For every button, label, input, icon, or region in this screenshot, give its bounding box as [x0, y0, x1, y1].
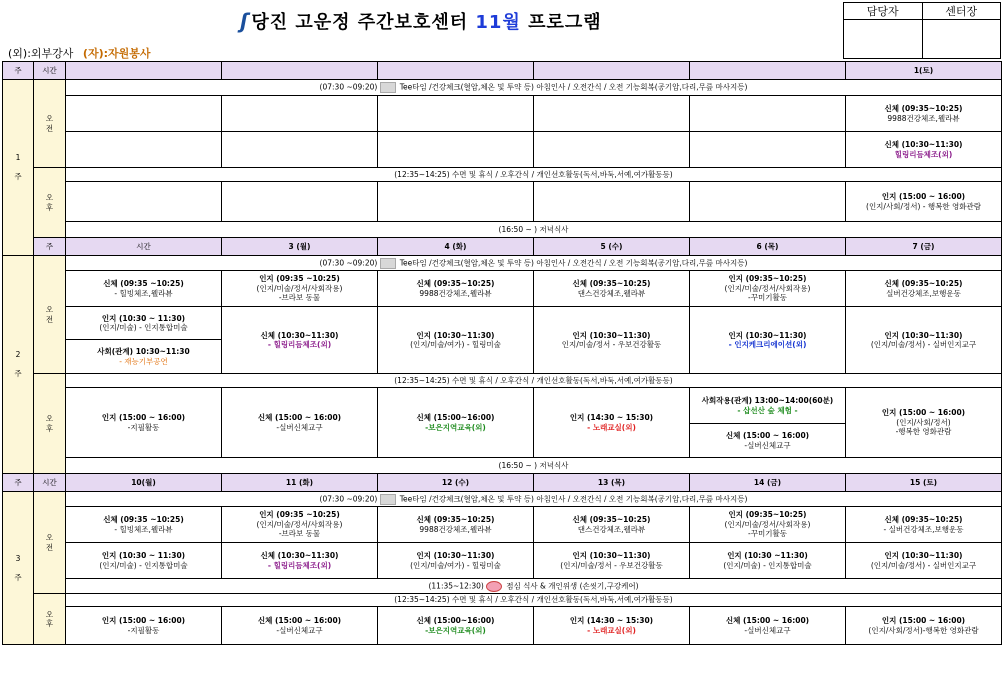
program-cell	[66, 96, 222, 132]
program-time: 신체 (09:35 ~10:25)	[103, 279, 184, 289]
approval-director-sign	[922, 20, 1001, 59]
program-time: 신체 (09:35~10:25)	[416, 515, 495, 525]
program-detail: (인지/미술) - 인지통합미술	[99, 323, 188, 332]
common-activity-row	[66, 594, 1002, 607]
program-time: 인지 (09:35~10:25)	[728, 510, 807, 520]
day-header: 4 (화)	[378, 238, 534, 256]
approval-manager-sign	[844, 20, 923, 59]
program-time: 신체 (10:30~11:30)	[884, 140, 963, 150]
week-header: 주	[3, 474, 34, 492]
program-detail: (인지/사회/정서)	[896, 417, 951, 427]
program-detail: 댄스건강체조,웰라뷰	[577, 288, 646, 298]
common-activity-text: (12:35~14:25) 수면 및 휴식 / 오후간식 / 개인선호활동(독서,바둑,서예,여가활동등)	[394, 375, 673, 385]
program-detail: (인지/미술/정서) - 실버인지교구	[870, 560, 977, 570]
week-label: 2 주	[3, 256, 34, 474]
program-detail: -보은지역교육(외)	[425, 422, 486, 432]
program-time: 신체 (09:35~10:25)	[884, 104, 963, 114]
common-activity-text: (12:35~14:25) 수면 및 휴식 / 오후간식 / 개인선호활동(독서,바둑,서예,여가활동등)	[394, 595, 673, 605]
program-cell	[222, 271, 378, 307]
day-header: 7 (금)	[846, 238, 1002, 256]
program-cell	[534, 507, 690, 543]
program-time: 인지 (09:35 ~10:25)	[259, 510, 340, 520]
time-header: 시간	[66, 238, 222, 256]
program-cell	[534, 96, 690, 132]
time-header: 시간	[34, 62, 66, 80]
program-detail: - 노래교실(외)	[587, 625, 636, 635]
tea-icon	[380, 82, 396, 93]
program-cell	[66, 507, 222, 543]
program-cell	[690, 307, 846, 374]
program-cell	[690, 424, 846, 458]
program-time: 인지 (10:30~11:30)	[572, 551, 651, 561]
program-detail: (인지/미술/정서/사회작용)	[256, 519, 343, 529]
common-activity-row	[66, 374, 1002, 388]
program-cell	[222, 388, 378, 458]
day-header	[690, 62, 846, 80]
approval-box	[843, 2, 1001, 59]
program-detail: (인지/미술/정서 - 우보건강활동	[560, 560, 663, 570]
week-label: 1 주	[3, 80, 34, 256]
program-cell	[846, 543, 1002, 579]
program-time: 인지 (10:30~11:30)	[728, 330, 807, 340]
approval-manager: 담당자	[844, 3, 923, 20]
pm-label: 오 후	[34, 374, 66, 474]
program-cell	[534, 543, 690, 579]
day-header: 5 (수)	[534, 238, 690, 256]
am-label: 오 전	[34, 80, 66, 168]
program-detail: - 삽선산 숲 체험 -	[737, 405, 798, 415]
program-detail: - 인지케크리에이션(외)	[728, 340, 807, 349]
program-cell	[534, 132, 690, 168]
tea-icon	[380, 258, 396, 269]
program-cell	[378, 96, 534, 132]
program-cell	[534, 388, 690, 458]
day-header	[378, 62, 534, 80]
program-cell	[378, 132, 534, 168]
pm-label: 오 후	[34, 594, 66, 645]
program-detail: - 힐빙체조,웰라뷰	[114, 288, 173, 298]
common-activity-row: (07:30 ~09:20) Tee타임 /건강체크(혈압,체온 및 투약 등) 아침인사 / 오전간식 / 오전 기능회복(공기압,다리,무릎 마사지등)	[66, 256, 1002, 271]
program-time: 사회(관계) 10:30~11:30	[97, 347, 190, 357]
week-header: 주	[3, 62, 34, 80]
program-cell	[690, 132, 846, 168]
program-time: 인지 (09:35 ~10:25)	[259, 274, 340, 284]
day-header: 15 (토)	[846, 474, 1002, 492]
program-detail: 9988건강체조,웰라뷰	[887, 113, 960, 123]
common-activity-row	[66, 168, 1002, 182]
program-cell	[690, 271, 846, 307]
program-detail: 인지/미술/정서 - 우보건강활동	[561, 340, 662, 349]
am-label: 오 전	[34, 256, 66, 374]
program-detail: 실버건강체조,보행운동	[886, 288, 961, 298]
program-cell	[66, 543, 222, 579]
program-cell	[66, 307, 222, 340]
program-detail: 힐링리듬체조(외)	[894, 149, 953, 159]
day-header: 11 (화)	[222, 474, 378, 492]
program-cell	[66, 340, 222, 374]
program-cell	[222, 307, 378, 374]
program-detail: -지필활동	[127, 422, 160, 432]
program-time: 신체 (09:35~10:25)	[884, 279, 963, 289]
program-detail: (인지/미술/여가) - 힐링미술	[410, 340, 501, 349]
program-time: 신체 (09:35~10:25)	[572, 515, 651, 525]
meal-icon	[486, 581, 502, 592]
program-time: 인지 (10:30~11:30)	[416, 551, 495, 561]
program-cell	[534, 607, 690, 645]
program-time: 신체 (15:00~16:00)	[416, 413, 495, 423]
common-activity-row	[66, 458, 1002, 474]
day-header: 3 (월)	[222, 238, 378, 256]
program-time: 신체 (15:00 ~ 16:00)	[725, 431, 810, 441]
program-cell	[378, 182, 534, 222]
day-header: 6 (목)	[690, 238, 846, 256]
program-detail: -실버신체교구	[744, 625, 791, 635]
common-activity-row: (11:35~12:30) 점심 식사 & 개인위생 (손씻기,구강케어)	[66, 579, 1002, 594]
day-header: 12 (수)	[378, 474, 534, 492]
am-label: 오 전	[34, 492, 66, 594]
program-time: 인지 (15:00 ~ 16:00)	[101, 413, 186, 423]
program-detail: - 힐빙체조,웰라뷰	[114, 524, 173, 534]
program-detail: -실버신체교구	[276, 625, 323, 635]
pm-label: 오 후	[34, 168, 66, 238]
program-detail: -브라보 동물	[278, 293, 321, 303]
program-detail: 댄스건강체조,웰라뷰	[577, 524, 646, 534]
program-detail: 9988건강체조,웰라뷰	[419, 524, 492, 534]
day-header	[222, 62, 378, 80]
week-label: 3 주	[3, 492, 34, 645]
day-header: 1(토)	[846, 62, 1002, 80]
legend	[8, 45, 151, 61]
program-detail: (인지/미술/정서/사회작용)	[724, 519, 811, 529]
time-header: 시간	[34, 474, 66, 492]
program-cell	[66, 132, 222, 168]
program-time: 인지 (15:00 ~ 16:00)	[881, 192, 966, 202]
program-time: 신체 (09:35~10:25)	[416, 279, 495, 289]
program-cell	[534, 271, 690, 307]
program-detail: -보은지역교육(외)	[425, 625, 486, 635]
program-time: 인지 (14:30 ~ 15:30)	[569, 413, 654, 423]
program-time: 인지 (09:35~10:25)	[728, 274, 807, 284]
program-cell	[846, 132, 1002, 168]
program-cell	[378, 607, 534, 645]
program-time: 인지 (10:30 ~ 11:30)	[101, 551, 186, 561]
program-detail: -지필활동	[127, 625, 160, 635]
program-cell	[534, 307, 690, 374]
day-header: 14 (금)	[690, 474, 846, 492]
program-time: 신체 (10:30~11:30)	[260, 330, 339, 340]
program-detail: -꾸미기활동	[748, 293, 787, 303]
common-activity-row: (07:30 ~09:20) Tee타임 /건강체크(혈압,체온 및 투약 등) 아침인사 / 오전간식 / 오전 기능회복(공기압,다리,무릎 마사지등)	[66, 492, 1002, 507]
common-activity-row: (07:30 ~09:20) Tee타임 /건강체크(혈압,체온 및 투약 등) 아침인사 / 오전간식 / 오전 기능회복(공기압,다리,무릎 마사지등)	[66, 80, 1002, 96]
program-cell	[66, 271, 222, 307]
program-time: 인지 (15:00 ~ 16:00)	[881, 616, 966, 626]
program-detail: -실버신체교구	[744, 440, 791, 450]
page-title: ʃ 당진 고운정 주간보호센터 11월 프로그램	[240, 9, 602, 33]
program-time: 신체 (09:35 ~10:25)	[103, 515, 184, 525]
program-cell	[690, 96, 846, 132]
program-cell	[66, 182, 222, 222]
program-time: 인지 (10:30~11:30)	[572, 330, 651, 340]
program-time: 신체 (15:00 ~ 16:00)	[257, 413, 342, 423]
program-cell	[690, 507, 846, 543]
day-header: 13 (목)	[534, 474, 690, 492]
program-detail: (인지/미술) - 인지통합미술	[723, 560, 812, 570]
program-cell	[690, 607, 846, 645]
program-detail: (인지/미술/정서/사회작용)	[724, 283, 811, 293]
common-activity-text: (16:50 ~ ) 저녁식사	[498, 460, 569, 470]
program-time: 신체 (15:00 ~ 16:00)	[257, 616, 342, 626]
program-cell	[846, 607, 1002, 645]
approval-director: 센터장	[922, 3, 1001, 20]
program-detail: - 노래교실(외)	[587, 422, 636, 432]
program-detail: -브라보 동물	[278, 529, 321, 539]
day-header	[66, 62, 222, 80]
program-time: 신체 (10:30~11:30)	[260, 551, 339, 561]
program-detail: (인지/사회/정서) - 행복한 영화관람	[866, 201, 981, 211]
legend-volunteer: (자):자원봉사	[82, 47, 151, 60]
program-detail: (인지/미술/여가) - 힐링미술	[410, 560, 501, 570]
program-detail: - 힐링리듬체조(외)	[267, 560, 332, 570]
program-detail: (인지/미술/정서) - 실버인지교구	[870, 340, 977, 349]
program-detail: (인지/미술) - 인지통합미술	[99, 560, 188, 570]
program-cell	[378, 271, 534, 307]
program-cell	[378, 388, 534, 458]
program-cell	[690, 182, 846, 222]
program-cell	[222, 507, 378, 543]
program-detail: (인지/미술/정서/사회작용)	[256, 283, 343, 293]
program-time: 인지 (10:30 ~ 11:30)	[101, 313, 186, 323]
program-time: 인지 (10:30~11:30)	[416, 330, 495, 340]
program-time: 신체 (15:00 ~ 16:00)	[725, 616, 810, 626]
program-cell	[846, 307, 1002, 374]
program-time: 인지 (15:00 ~ 16:00)	[881, 408, 966, 418]
program-time: 신체 (09:35~10:25)	[572, 279, 651, 289]
program-cell	[66, 388, 222, 458]
program-cell	[690, 543, 846, 579]
program-cell	[222, 132, 378, 168]
day-header	[534, 62, 690, 80]
program-detail: -꾸미기활동	[748, 529, 787, 539]
program-time: 인지 (15:00 ~ 16:00)	[101, 616, 186, 626]
program-cell	[222, 182, 378, 222]
program-time: 인지 (10:30~11:30)	[884, 330, 963, 340]
program-detail: 9988건강체조,웰라뷰	[419, 288, 492, 298]
program-time: 신체 (15:00~16:00)	[416, 616, 495, 626]
week-header: 주	[34, 238, 66, 256]
program-time: 인지 (10:30~11:30)	[884, 551, 963, 561]
legend-outside: (외):외부강사	[8, 47, 74, 60]
common-activity-text: (16:50 ~ ) 저녁식사	[498, 224, 569, 234]
logo-icon: ʃ	[240, 9, 250, 33]
program-detail: -행복한 영화관람	[895, 427, 952, 437]
program-detail: -실버신체교구	[276, 422, 323, 432]
program-cell	[222, 96, 378, 132]
program-cell	[378, 543, 534, 579]
program-detail: - 힐링리듬체조(외)	[267, 340, 332, 349]
program-cell	[378, 507, 534, 543]
program-time: 신체 (09:35~10:25)	[884, 515, 963, 525]
program-cell	[846, 271, 1002, 307]
title-month: 11월	[475, 12, 521, 33]
program-detail: - 재능기부공연	[119, 356, 168, 366]
title-area	[0, 0, 843, 60]
program-time: 인지 (14:30 ~ 15:30)	[569, 616, 654, 626]
program-detail: (인지/사회/정서)-행복한 영화관람	[868, 625, 979, 635]
program-time: 사회작용(관계) 13:00~14:00(60분)	[701, 396, 834, 406]
tea-icon	[380, 494, 396, 505]
common-activity-text: (12:35~14:25) 수면 및 휴식 / 오후간식 / 개인선호활동(독서,바둑,서예,여가활동등)	[394, 169, 673, 179]
common-activity-row	[66, 222, 1002, 238]
program-time: 인지 (10:30 ~11:30)	[727, 551, 808, 561]
program-cell	[846, 507, 1002, 543]
program-cell	[222, 607, 378, 645]
program-cell	[846, 182, 1002, 222]
program-cell	[846, 388, 1002, 458]
program-cell	[690, 388, 846, 424]
program-cell	[66, 607, 222, 645]
program-cell	[846, 96, 1002, 132]
schedule-table	[2, 61, 1002, 645]
program-detail: - 실버건강체조,보행운동	[883, 524, 964, 534]
program-cell	[534, 182, 690, 222]
program-cell	[222, 543, 378, 579]
day-header: 10(월)	[66, 474, 222, 492]
program-cell	[378, 307, 534, 374]
